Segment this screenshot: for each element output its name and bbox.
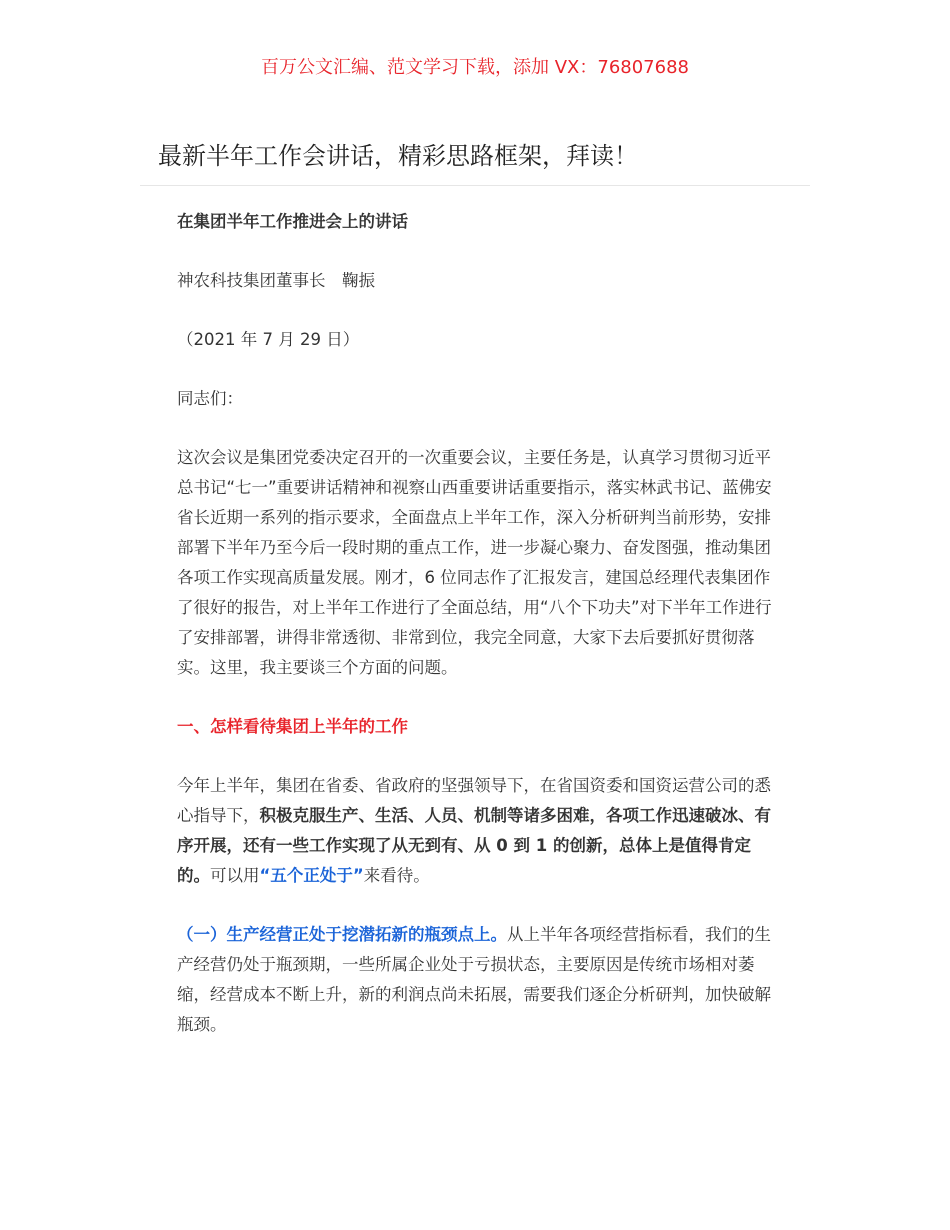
speech-title: 在集团半年工作推进会上的讲话	[177, 212, 408, 231]
article-title: 最新半年工作会讲话，精彩思路框架，拜读！	[158, 142, 638, 170]
intro-paragraph: 这次会议是集团党委决定召开的一次重要会议，主要任务是，认真学习贯彻习近平总书记“七一”重要讲话精神和视察山西重要讲话重要指示，落实林武书记、蓝佛安省长近期一系列的指示要求，全面盘点上半年工作，深入分析研判当前形势，安排部署下半年乃至今后一段时期的重点工作，进一步凝心聚力、奋发图强，推动集团各项工作实现高质量发展。刚才，6 位同志作了汇报发言，建国总经理代表集团作了很好的报告，对上半年工作进行了全面总结，用“八个下功夫”对下半年工作进行了安排部署，讲得非常透彻、非常到位，我完全同意，大家下去后要抓好贯彻落实。这里，我主要谈三个方面的问题。	[177, 448, 772, 677]
title-divider	[140, 185, 810, 186]
section1-mid-text: 可以用	[210, 866, 260, 885]
section1-bold-text: 积极克服生产、生活、人员、机制等诸多困难，各项工作迅速破冰、有序开展，还有一些工作实现了从无到有、从 0 到 1 的创新，总体上是值得肯定的。	[177, 806, 771, 885]
article-body	[177, 207, 773, 1069]
speech-date: （2021 年 7 月 29 日）	[177, 330, 360, 349]
header-note: 百万公文汇编、范文学习下载，添加 VX：76807688	[261, 57, 689, 78]
section1-tail-text: 来看待。	[363, 866, 430, 885]
subsection-heading-1: （一）生产经营正处于挖潜拓新的瓶颈点上。	[177, 925, 507, 944]
section-heading-1: 一、怎样看待集团上半年的工作	[177, 717, 408, 736]
section1-paragraph	[177, 771, 773, 891]
subsection-1-paragraph	[177, 920, 773, 1040]
subsection-1-text: 从上半年各项经营指标看，我们的生产经营仍处于瓶颈期，一些所属企业处于亏损状态，主要原因是传统市场相对萎缩，经营成本不断上升，新的利润点尚未拓展，需要我们逐企分析研判，加快破解瓶颈。	[177, 925, 771, 1034]
section1-lead-text: 今年上半年，集团在省委、省政府的坚强领导下，在省国资委和国资运营公司的悉心指导下，	[177, 776, 771, 825]
speech-author: 神农科技集团董事长 鞠振	[177, 271, 375, 290]
salutation: 同志们：	[177, 389, 243, 408]
section1-highlight-text: “五个正处于”	[259, 866, 364, 885]
